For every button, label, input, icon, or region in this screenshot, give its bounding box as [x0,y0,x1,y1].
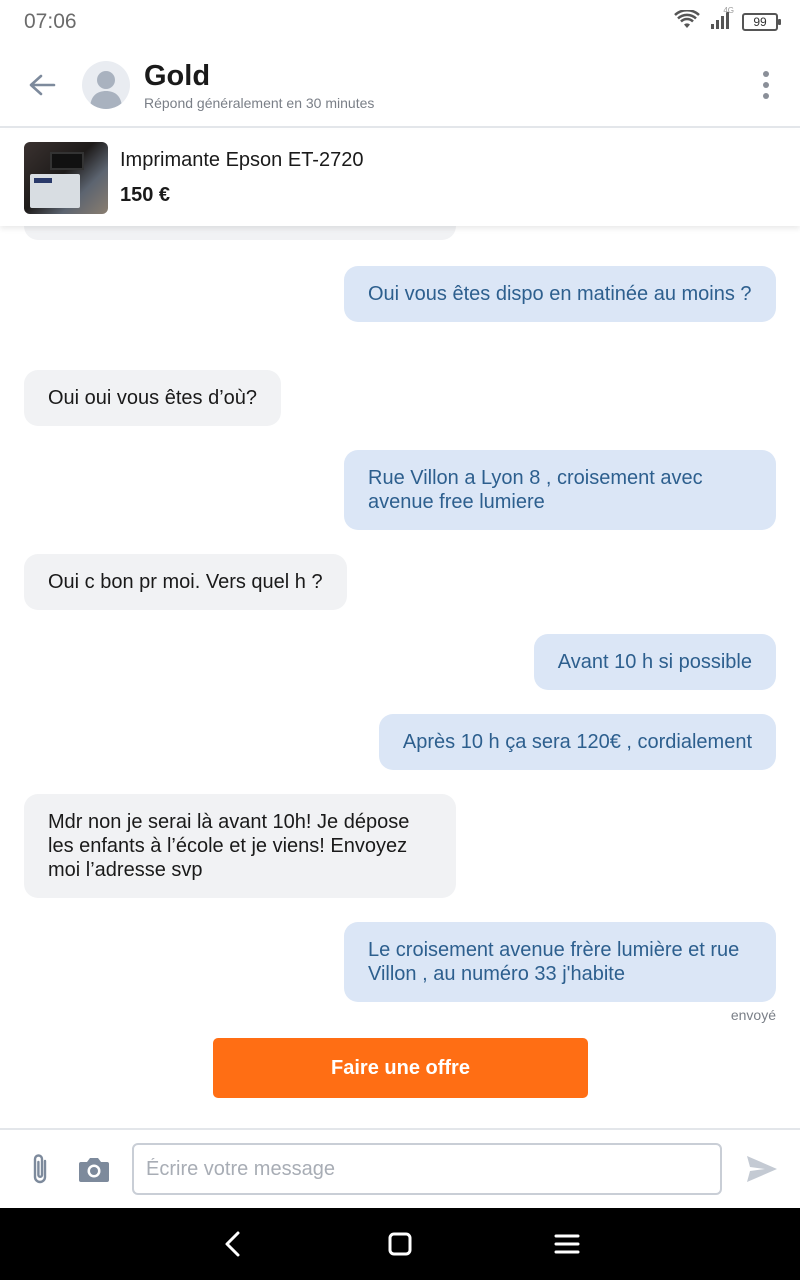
message-outgoing: Avant 10 h si possible [534,634,776,690]
back-arrow-icon [28,73,56,97]
send-button[interactable] [740,1147,784,1191]
camera-button[interactable] [74,1147,114,1191]
avatar[interactable] [82,61,130,109]
status-time: 07:06 [24,10,77,33]
product-price: 150 € [120,184,171,206]
product-info [120,149,363,207]
battery-icon: 99 [742,13,778,31]
product-thumbnail [24,142,108,214]
make-offer-button[interactable]: Faire une offre [213,1038,588,1098]
response-time: Répond généralement en 30 minutes [144,95,375,111]
message-incoming: Oui oui vous êtes d’où? [24,370,281,426]
product-bar[interactable] [0,130,800,226]
message-outgoing: Rue Villon a Lyon 8 , croisement avec avenue free lumiere [344,450,776,530]
message-incoming: Mdr non je serai là avant 10h! Je dépose les enfants à l’école et je viens! Envoyez moi l’adresse svp [24,794,456,898]
paperclip-icon [29,1151,51,1187]
nav-back-button[interactable] [209,1220,257,1268]
nav-home-button[interactable] [376,1220,424,1268]
system-nav-bar [0,1208,800,1280]
message-input[interactable] [132,1143,722,1195]
message-incoming-partial [24,226,456,240]
send-icon [745,1154,779,1184]
nav-home-icon [387,1231,413,1257]
message-outgoing: Oui vous êtes dispo en matinée au moins ? [344,266,776,322]
contact-name: Gold [144,60,211,92]
nav-menu-button[interactable] [543,1220,591,1268]
chat-header [0,44,800,128]
message-outgoing: Le croisement avenue frère lumière et rue Villon , au numéro 33 j'habite [344,922,776,1002]
product-title: Imprimante Epson ET-2720 [120,149,364,171]
contact-info[interactable] [144,59,746,111]
network-label: 4G [723,6,734,15]
attach-button[interactable] [20,1147,60,1191]
avatar-icon [82,61,130,109]
camera-icon [78,1155,110,1183]
status-bar [0,0,800,44]
more-vert-icon[interactable] [746,63,786,107]
back-button[interactable] [20,63,64,107]
message-status: envoyé [730,1007,776,1023]
wifi-icon [674,10,700,35]
message-list[interactable] [0,226,800,1128]
message-incoming: Oui c bon pr moi. Vers quel h ? [24,554,347,610]
nav-back-icon [223,1230,243,1258]
message-outgoing: Après 10 h ça sera 120€ , cordialement [379,714,776,770]
nav-menu-icon [554,1233,580,1255]
message-composer [0,1128,800,1208]
